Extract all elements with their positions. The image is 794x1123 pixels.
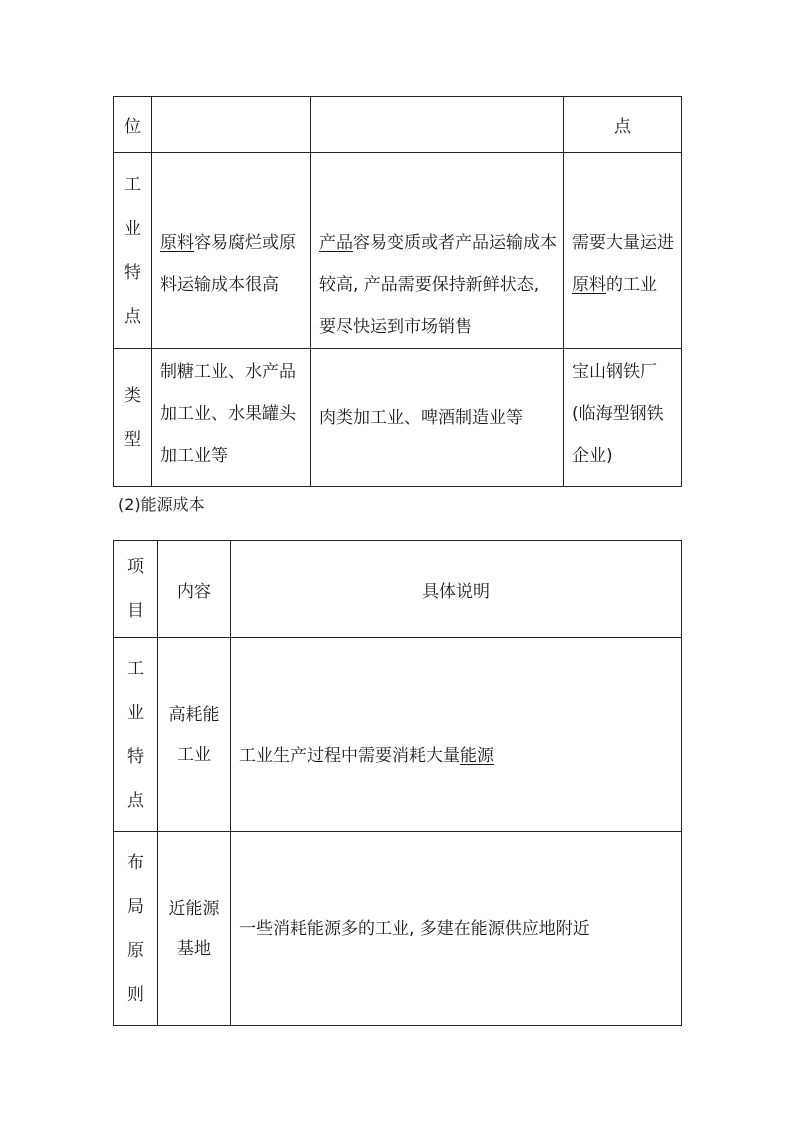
table1-types-col2: 肉类加工业、啤酒制造业等 — [311, 349, 564, 487]
table1-header-col2 — [311, 97, 564, 153]
table2-header-desc: 具体说明 — [231, 541, 682, 638]
table1-types-label: 类型 — [114, 349, 152, 487]
table2-features-desc: 工业生产过程中需要消耗大量能源 — [231, 638, 682, 832]
table1-header-row — [114, 97, 682, 153]
table1-features-col1: 原料容易腐烂或原料运输成本很高 — [152, 153, 311, 349]
table1-header-col1 — [152, 97, 311, 153]
table1-types-row — [114, 349, 682, 487]
energy-cost-table — [113, 540, 682, 1026]
table2-principle-label: 布局原则 — [114, 832, 158, 1026]
table2-header-item: 项目 — [114, 541, 158, 638]
underlined-term: 产品 — [319, 233, 353, 253]
underlined-term: 能源 — [460, 745, 494, 766]
table2-features-content: 高耗能工业 — [158, 638, 231, 832]
underlined-term: 原料 — [160, 233, 194, 253]
underlined-term: 原料 — [572, 275, 606, 295]
table2-principle-row — [114, 832, 682, 1026]
section-caption-energy-cost: (2)能源成本 — [118, 495, 205, 514]
table2-principle-desc: 一些消耗能源多的工业, 多建在能源供应地附近 — [231, 832, 682, 1026]
table2-header-row — [114, 541, 682, 638]
table1-header-col0: 位 — [114, 97, 152, 153]
table1-types-col1: 制糖工业、水产品加工业、水果罐头加工业等 — [152, 349, 311, 487]
table1-features-col3: 需要大量运进原料的工业 — [564, 153, 682, 349]
table2-header-content: 内容 — [158, 541, 231, 638]
table2-features-row — [114, 638, 682, 832]
table2-features-label: 工业特点 — [114, 638, 158, 832]
table1-types-col3: 宝山钢铁厂(临海型钢铁企业) — [564, 349, 682, 487]
table1-header-col3: 点 — [564, 97, 682, 153]
table1-features-label: 工业特点 — [114, 153, 152, 349]
table2-principle-content: 近能源基地 — [158, 832, 231, 1026]
table1-features-row — [114, 153, 682, 349]
table1-features-col2: 产品容易变质或者产品运输成本较高, 产品需要保持新鲜状态, 要尽快运到市场销售 — [311, 153, 564, 349]
location-factor-table — [113, 96, 682, 487]
